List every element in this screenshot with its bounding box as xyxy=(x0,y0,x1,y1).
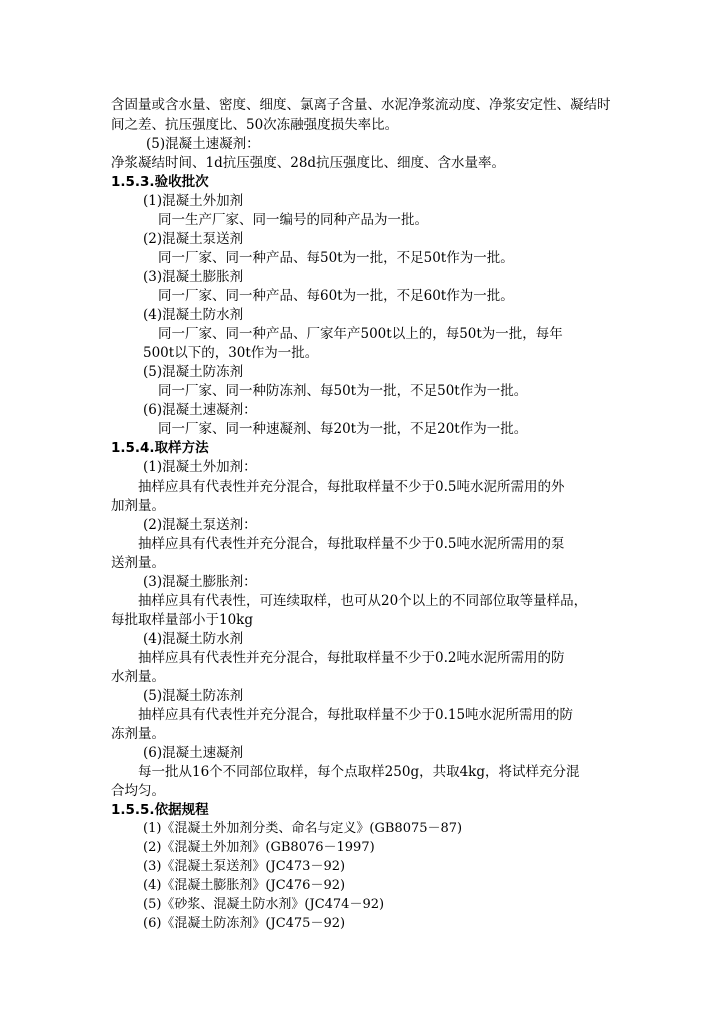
s153-item-5-label: (5)混凝土防冻剂 xyxy=(143,364,244,380)
s154-item-5-label: (5)混凝土防冻剂 xyxy=(143,688,244,704)
s155-item-6: (6)《混凝土防冻剂》(JC475－92) xyxy=(143,916,346,931)
s154-item-3-text-2: 每批取样量部小于10kg xyxy=(111,612,254,628)
section-heading-1-5-5: 1.5.5.依据规程 xyxy=(111,802,209,818)
s153-item-3-text: 同一厂家、同一种产品、每60t为一批，不足60t作为一批。 xyxy=(158,288,514,304)
s154-item-6-text: 每一批从16个不同部位取样，每个点取样250g，共取4kg，将试样充分混 xyxy=(138,764,580,780)
s155-item-1: (1)《混凝土外加剂分类、命名与定义》(GB8075－87) xyxy=(143,821,463,836)
s155-item-2: (2)《混凝土外加剂》(GB8076－1997) xyxy=(143,840,375,855)
s153-item-1-text: 同一生产厂家、同一编号的同种产品为一批。 xyxy=(158,212,428,228)
s154-item-4-label: (4)混凝土防水剂 xyxy=(143,631,244,647)
intro-line-1: 含固量或含水量、密度、细度、氯离子含量、水泥净浆流动度、净浆安定性、凝结时 xyxy=(111,97,611,113)
s154-item-4-text-2: 水剂量。 xyxy=(111,669,165,685)
intro-item5-text: 净浆凝结时间、1d抗压强度、28d抗压强度比、细度、含水量率。 xyxy=(111,155,506,171)
s154-item-3-text: 抽样应具有代表性，可连续取样，也可从20个以上的不同部位取等量样品， xyxy=(138,593,588,609)
intro-line-2: 间之差、抗压强度比、50次冻融强度损失率比。 xyxy=(111,117,399,133)
s153-item-2-label: (2)混凝土泵送剂 xyxy=(143,231,244,247)
s155-item-5: (5)《砂浆、混凝土防水剂》(JC474－92) xyxy=(143,897,385,912)
s153-item-4-text: 同一厂家、同一种产品、厂家年产500t以上的，每50t为一批，每年 xyxy=(158,326,563,342)
s154-item-4-text: 抽样应具有代表性并充分混合，每批取样量不少于0.2吨水泥所需用的防 xyxy=(138,650,565,666)
s154-item-5-text: 抽样应具有代表性并充分混合，每批取样量不少于0.15吨水泥所需用的防 xyxy=(138,707,574,723)
s153-item-3-label: (3)混凝土膨胀剂 xyxy=(143,269,244,285)
s154-item-2-text-2: 送剂量。 xyxy=(111,555,165,571)
s154-item-1-text-2: 加剂量。 xyxy=(111,498,165,514)
section-heading-1-5-4: 1.5.4.取样方法 xyxy=(111,440,209,456)
s153-item-4-text-2: 500t以下的，30t作为一批。 xyxy=(143,345,319,361)
s153-item-6-text: 同一厂家、同一种速凝剂、每20t为一批，不足20t作为一批。 xyxy=(158,421,528,437)
s154-item-2-text: 抽样应具有代表性并充分混合，每批取样量不少于0.5吨水泥所需用的泵 xyxy=(138,536,565,552)
s153-item-1-label: (1)混凝土外加剂 xyxy=(143,193,244,209)
s154-item-3-label: (3)混凝土膨胀剂： xyxy=(143,574,257,590)
section-heading-1-5-3: 1.5.3.验收批次 xyxy=(111,174,209,190)
s153-item-5-text: 同一厂家、同一种防冻剂、每50t为一批，不足50t作为一批。 xyxy=(158,383,528,399)
s154-item-5-text-2: 冻剂量。 xyxy=(111,726,165,742)
s154-item-1-text: 抽样应具有代表性并充分混合，每批取样量不少于0.5吨水泥所需用的外 xyxy=(138,479,565,495)
s154-item-6-label: (6)混凝土速凝剂 xyxy=(143,745,244,761)
s155-item-4: (4)《混凝土膨胀剂》(JC476－92) xyxy=(143,878,346,893)
s154-item-2-label: (2)混凝土泵送剂： xyxy=(143,517,257,533)
s153-item-2-text: 同一厂家、同一种产品、每50t为一批，不足50t作为一批。 xyxy=(158,250,514,266)
s153-item-4-label: (4)混凝土防水剂 xyxy=(143,307,244,323)
s155-item-3: (3)《混凝土泵送剂》(JC473－92) xyxy=(143,859,346,874)
s154-item-1-label: (1)混凝土外加剂： xyxy=(143,459,257,475)
intro-item5-label: (5)混凝土速凝剂： xyxy=(146,136,260,152)
s153-item-6-label: (6)混凝土速凝剂： xyxy=(143,402,257,418)
s154-item-6-text-2: 合均匀。 xyxy=(111,783,165,799)
